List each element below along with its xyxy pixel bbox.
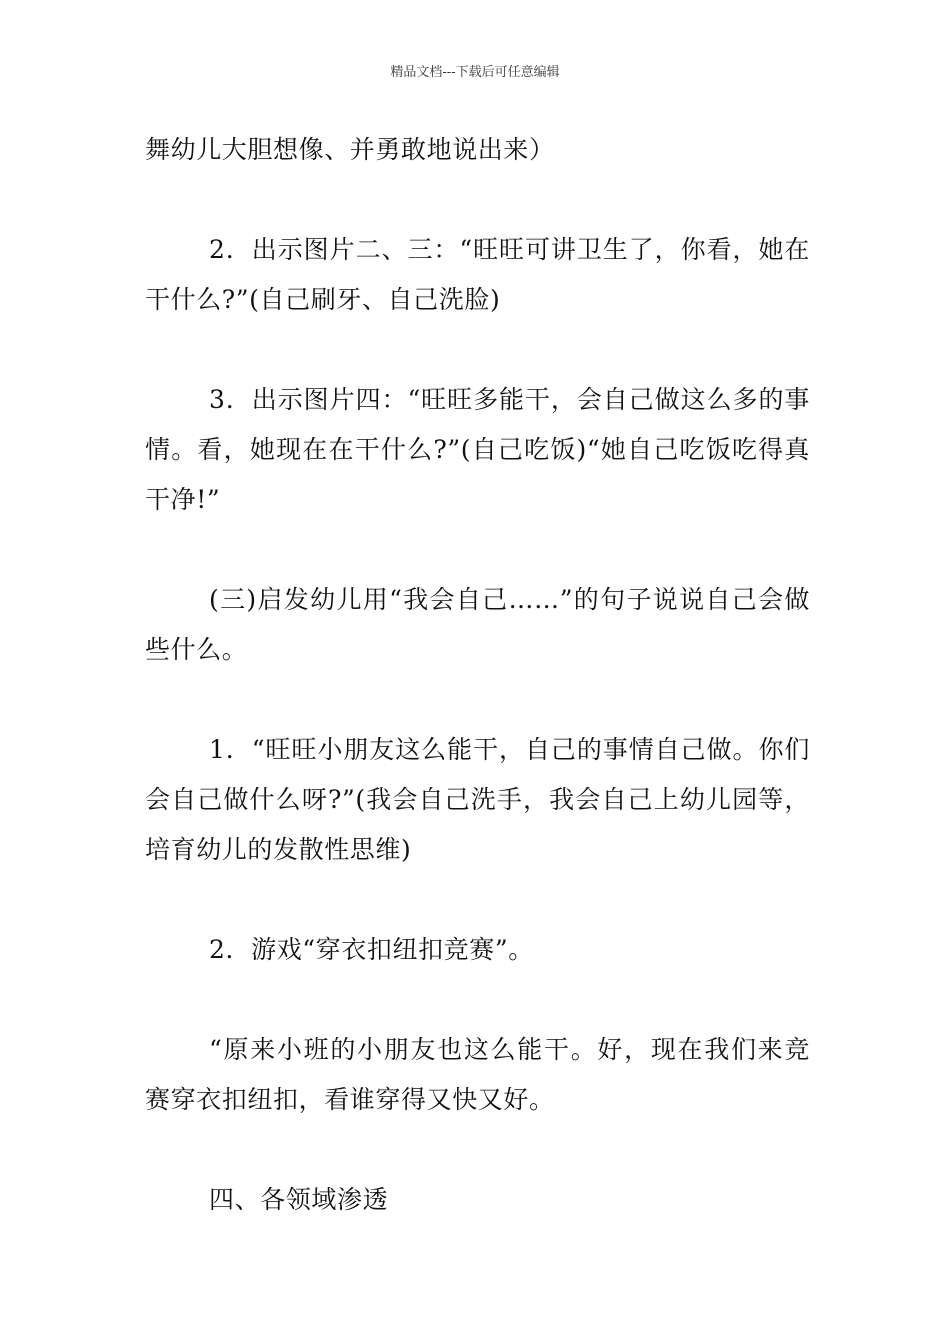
paragraph-5: 1．“旺旺小朋友这么能干，自己的事情自己做。你们会自己做什么呀?”(我会自己洗手，我会自己上幼儿园等，培育幼儿的发散性思维) — [145, 735, 810, 864]
paragraph-gap — [145, 1125, 810, 1175]
document-body — [145, 125, 810, 1225]
paragraph-gap — [145, 975, 810, 1025]
paragraph-6: 2．游戏“穿衣扣纽扣竞赛”。 — [209, 935, 534, 964]
paragraph-gap — [145, 525, 810, 575]
paragraph-gap — [145, 175, 810, 225]
paragraph-3: 3．出示图片四：“旺旺多能干，会自己做这么多的事情。看，她现在在干什么?”(自己吃饭)“她自己吃饭吃得真干净!” — [145, 385, 810, 514]
paragraph-1: 舞幼儿大胆想像、并勇敢地说出来） — [145, 135, 555, 164]
paragraph-7: “原来小班的小朋友也这么能干。好，现在我们来竞赛穿衣扣纽扣，看谁穿得又快又好。 — [145, 1035, 810, 1114]
page-header: 精品文档---下载后可任意编辑 — [390, 65, 560, 80]
paragraph-4: (三)启发幼儿用“我会自己……”的句子说说自己会做些什么。 — [145, 585, 810, 664]
paragraph-8: 四、各领域渗透 — [209, 1185, 389, 1214]
paragraph-2: 2．出示图片二、三：“旺旺可讲卫生了，你看，她在干什么?”(自己刷牙、自己洗脸) — [145, 235, 810, 314]
paragraph-gap — [145, 325, 810, 375]
paragraph-gap — [145, 675, 810, 725]
paragraph-gap — [145, 875, 810, 925]
